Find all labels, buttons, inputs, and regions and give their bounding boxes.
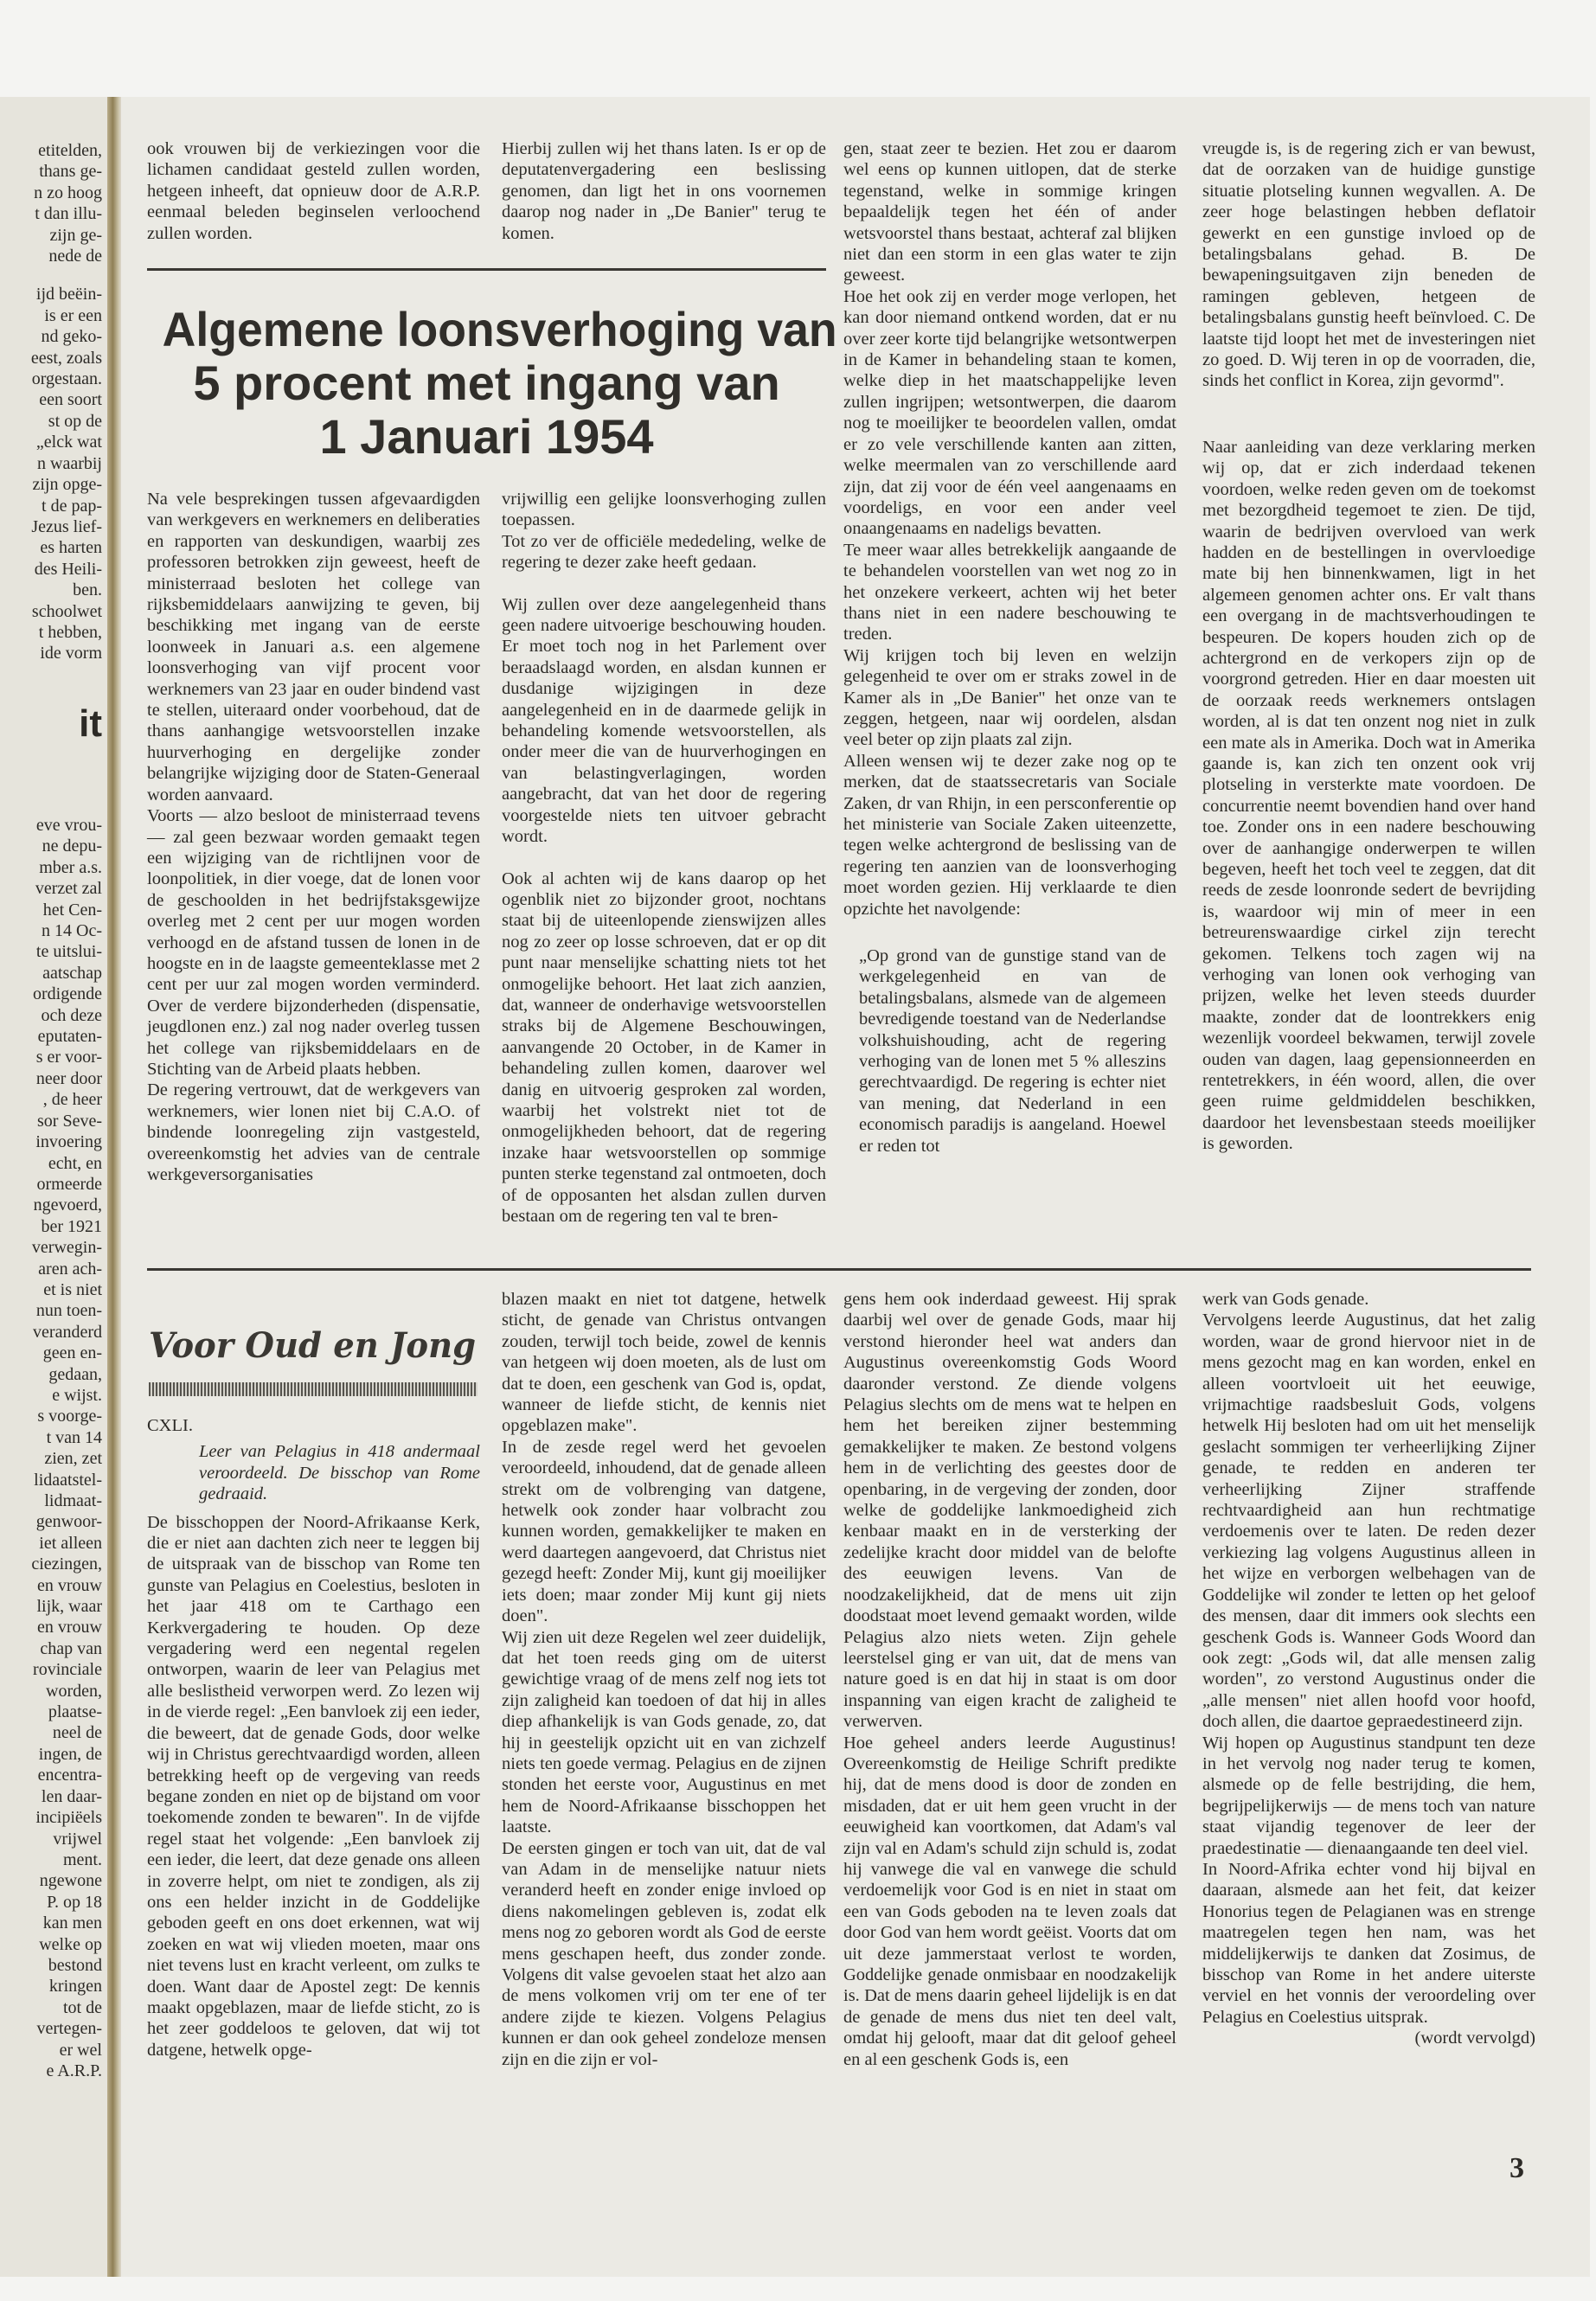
text-fragment: etitelden, <box>38 141 102 160</box>
paragraph: Tot zo ver de officiële mededeling, welke de regering te dezer zake heeft gedaan. <box>502 531 826 573</box>
paragraph: Hoe het ook zij en verder moge verlopen, het kan door niemand ontkend worden, dat er nu over zeer korte tijd belangrijke wetsontwerpen in de Kamer in behandeling staan te komen, welke diep in het maatschappelijke leven zullen ingrijpen; wetsontwerpen, die daarom nog te moeilijker te beoordelen vallen, omdat er zo vele verschillende kanten aan zitten, welke meermalen van zo verschillende aard zijn, dat zij voor de één veel aangenaams en voordeligs, en voor een ander veel onaangenaams en nadeligs bevatten. <box>843 286 1176 539</box>
adjacent-page-strip <box>0 97 107 2277</box>
paragraph: Hoe geheel anders leerde Augustinus! Overeenkomstig de Heilige Schrift predikte hij, dat de mens dood is door de zonden en misdaden, dat er uit hem geen vrucht in der eeuwigheid kan voortkomen, dat Adam's val zijn val en Adam's schuld zijn schuld is, zodat hij vanwege die val en vanwege die schuld verdoemelijk voor God is en niet in staat om een van Gods geboden na te leven zoals dat door God van hem wordt geëist. Voorts dat om uit deze jammerstaat verlost te worden, Goddelijke genade onmisbaar en noodzakelijk is. Dat de mens daarin geheel lijdelijk is en dat de genade de mens dus niet ten deel valt, omdat hij gelooft, maar dat dit geloof geheel en al een geschenk Gods is, een <box>843 1733 1176 2069</box>
top-column-1 <box>147 138 480 244</box>
text-fragment: neer door <box>35 1068 102 1088</box>
text-fragment: nd geko- <box>41 327 102 347</box>
text-fragment: mber a.s. <box>39 857 102 877</box>
text-fragment: nun toen- <box>35 1301 102 1321</box>
text-fragment: , de heer <box>42 1090 102 1110</box>
text-fragment: een soort <box>39 390 102 410</box>
text-fragment: s voorge- <box>37 1407 102 1426</box>
text-fragment: verwegin- <box>31 1238 102 1258</box>
text-fragment: is er een <box>44 305 102 325</box>
paragraph: In de zesde regel werd het gevoelen veroordeeld, inhoudend, dat de genade alleen strekt om de volbrenging van datgene, hetwelk ook zonder haar volbracht zou kunnen worden, gemakkelijker te maken en werd daartegen aangevoerd, dat Christus niet gezegd heeft: Zonder Mij, kunt gij moeilijker iets doen; maar zonder Mij kunt gij niets doen". <box>502 1437 826 1626</box>
article-headline <box>147 302 837 464</box>
text-fragment: ngewone <box>39 1871 102 1891</box>
paragraph: gen, staat zeer te bezien. Het zou er daarom wel eens op kunnen uitlopen, dat de sterke tegenstand, welke in sommige kringen bepaaldelijk tegen het één of ander wetsvoorstel thans bestaat, achteraf zal blijken niet dan een storm in een glas water te zijn geweest. <box>843 139 1176 285</box>
text-fragment: ide vorm <box>40 644 102 663</box>
text-fragment: worden, <box>46 1681 102 1701</box>
paragraph: Na vele besprekingen tussen afgevaardigden van werkgevers en werknemers en deliberaties en rapporten van deskundigen, waarbij zes professoren betrokken zijn geweest, heeft de ministerraad besloten het college van rijksbemiddelaars aanwijzing te geven, bij beschikking met ingang van de eerste loonweek in Januari a.s. een algemene loonsverhoging van vijf procent voor werknemers van 23 jaar en ouder bindend vast te stellen, uiteraard onder voorbehoud, dat de thans aanhangige wetsvoorstellen inzake huurverhoging en dergelijke zonder belangrijke wijziging door de Staten-Generaal worden aanvaard. <box>147 490 480 804</box>
rubric-column-4 <box>1202 1289 1535 2049</box>
text-fragment: en vrouw <box>37 1575 102 1595</box>
text-fragment: ciezingen, <box>31 1554 102 1574</box>
paragraph: Wij zullen over deze aangelegenheid thans geen nadere uitvoerige beschouwing houden. Er moet toch nog in het Parlement over beraadslaagd worden, en alsdan kunnen er dusdanige wijzigingen in deze aangelegenheid en in de daarmede gelijk in behandeling komende wetsvoorstellen, als onder meer die van de huurverhogingen en van belastingverlagingen, worden aangebracht, dat van het door de regering voorgestelde niets ten uitvoer gebracht wordt. <box>502 594 826 847</box>
text-fragment: aren ach- <box>38 1259 102 1279</box>
headline-line: 1 Januari 1954 <box>319 409 654 464</box>
text-fragment: st op de <box>48 411 102 431</box>
text-fragment: invoering <box>35 1132 102 1152</box>
section-divider-rule <box>147 1268 1531 1271</box>
text-fragment: zijn opge- <box>32 475 102 495</box>
text-fragment: t de pap- <box>42 496 102 516</box>
text-fragment: aatschap <box>42 963 102 983</box>
text-fragment: t hebben, <box>38 622 102 642</box>
text-fragment: eputaten- <box>37 1027 102 1047</box>
text-fragment: n zo hoog <box>34 183 102 202</box>
text-fragment: kan men <box>42 1913 102 1933</box>
text-fragment: et is niet <box>43 1279 102 1299</box>
paragraph: Alleen wensen wij te dezer zake nog op te merken, dat de staatssecretaris van Sociale Zaken, dr van Rhijn, in een persconferentie op het ministerie van Sociale Zaken uiteenzette, tegen welke achtergrond de beslissing van de regering ten aanzien van de loonsverhoging moet worden gezien. Hij verklaarde te dien opzichte het navolgende: <box>843 751 1176 919</box>
text-fragment: echt, en <box>48 1153 102 1173</box>
paragraph: vrijwillig een gelijke loonsverhoging zullen toepassen. <box>502 490 826 530</box>
text-fragment: bestond <box>48 1955 102 1975</box>
text-fragment: P. op 18 <box>47 1892 102 1912</box>
text-fragment: es harten <box>40 538 102 558</box>
adjacent-page-text-top <box>0 140 102 664</box>
text-fragment: en vrouw <box>37 1618 102 1638</box>
headline-line: 5 procent met ingang van <box>193 356 780 410</box>
divider-rule <box>147 268 826 271</box>
rubric-column-3 <box>843 1289 1176 2070</box>
adjacent-page-text-bottom <box>0 815 102 2081</box>
text-fragment: er wel <box>59 2040 102 2060</box>
rubric-ornament <box>149 1382 478 1396</box>
text-fragment: ordigende <box>33 984 102 1004</box>
text-fragment: rovinciale <box>33 1660 102 1680</box>
text-fragment: eest, zoals <box>30 348 102 368</box>
text-fragment: „elck wat <box>35 433 102 452</box>
text-fragment: genwoor- <box>35 1512 102 1532</box>
text-fragment: nede de <box>48 247 102 266</box>
rubric-subtitle: Leer van Pelagius in 418 andermaal veroordeeld. De bisschop van Rome gedraaid. <box>199 1442 480 1504</box>
paragraph: Vervolgens leerde Augustinus, dat het zalig worden, waar de grond hiervoor niet in de mens gezocht mag en kan worden, enkel en alleen voortvloeit uit het eeuwige, vrijmachtige raadsbesluit Gods, volgens hetwelk Hij besloten had om uit het menselijk geslacht sommigen ter verheerlijking Zijner genade, te redden en anderen ter verheerlijking Zijner straffende rechtvaardigheid aan hun rechtmatige verdoemenis over te laten. De reden dezer verkiezing lag volgens Augustinus alleen in het wijze en verborgen welbehagen van de Goddelijke wil zonder te letten op het geloof des mensen, daar dit immers ook slechts een geschenk Gods is. Wanneer Gods Woord dan ook zegt: „Gods wil, dat alle mensen zalig worden", zo verstond Augustinus onder die „alle mensen" niet allen hoofd voor hoofd, doch allen, die daartoe gepraedestineerd zijn. <box>1202 1311 1535 1732</box>
rubric-column-2 <box>502 1289 826 2070</box>
paragraph: gens hem ook inderdaad geweest. Hij sprak daarbij wel over de genade Gods, maar hij verstond hieronder heel wat anders dan Augustinus overeenkomstig Gods Woord daaronder verstond. Ze diende volgens Pelagius slechts om de mens wat te helpen en hem het bereiken zijner bestemming gemakkelijker te maken. Ze bestond volgens hem in de verlichting des geestes door de openbaring, in de vergeving der zonden, door welke de goddelijke lankmoedigheid zich kenbaar maakt en in de versterking der zedelijke kracht door middel van de belofte des eeuwigen levens. Van de noodzakelijkheid, dat de mens uit zijn doodstaat moet levend gemaakt worden, wilde Pelagius alzo niets weten. Zijn gehele leerstelsel ging er van uit, dat de mens van nature goed is en dat hij in staat is om door inspanning van eigen kracht de zaligheid te verwerven. <box>843 1290 1176 1732</box>
text-fragment: lidmaat- <box>44 1491 102 1510</box>
text-fragment: plaatse- <box>48 1702 102 1722</box>
text-fragment: s er voor- <box>35 1048 102 1067</box>
paragraph: Wij krijgen toch bij leven en welzijn gelegenheid te over om er straks zowel in de Kamer als in „De Banier" het onze van te zeggen, hetgeen, naar wij oordelen, alsdan veel beter op zijn plaats zal zijn. <box>843 645 1176 750</box>
top-column-2 <box>502 138 826 244</box>
text-fragment: eve vrou- <box>35 816 102 835</box>
paragraph: Voorts — alzo besloot de ministerraad tevens — zal geen bezwaar worden gemaakt tegen een wijziging van de richtlijnen voor de loonpolitiek, in dier voege, dat de lonen voor de geschoolden in het bedrijfstaksgewijze overleg met 2 cent per uur mogen worden verhoogd en de afstand tussen de lonen in de hoogste en in de laagste gemeenteklasse met 2 cent per uur zal mogen worden verminderd. Over de verdere bijzonderheden (dispensatie, jeugdlonen enz.) zal nog nader overleg tussen het college van rijksbemiddelaars en de Stichting van de Arbeid plaats hebben. <box>147 806 480 1079</box>
rubric-number: CXLI. <box>147 1416 193 1435</box>
text-fragment: ingen, de <box>38 1744 102 1764</box>
rubric-column-1 <box>147 1415 480 2061</box>
paragraph: Wij hopen op Augustinus standpunt ten deze in het vervolg nog nader terug te komen, alsmede op de felle bestrijding, die hem, begrijpelijkerwijs — de mens toch van nature staat vijandig tegenover de leer der praedestinatie — dienaangaande ten deel viel. <box>1202 1733 1535 1858</box>
text-fragment: gedaan, <box>48 1364 102 1384</box>
article-column-1 <box>147 489 480 1185</box>
paragraph: Hierbij zullen wij het thans laten. Is er op de deputatenvergadering een beslissing genomen, dan ligt het in ons voornemen daarop nog nader in „De Banier" terug te komen. <box>502 139 826 243</box>
paragraph: Wij zien uit deze Regelen wel zeer duidelijk, dat het toen reeds ging om de uiterst gewichtige vraag of de mens zelf nog iets tot zijn zaligheid kan toedoen of dat hij in alles diep afhankelijk is van Gods genade, zo, dat hij in geestelijk opzicht uit en van zichzelf niets ten goede vermag. Pelagius en de zijnen stonden het eerste voor, Augustinus en met hem de Noord-Afrikaanse bisschoppen het laatste. <box>502 1627 826 1837</box>
paragraph: De eersten gingen er toch van uit, dat de val van Adam in de menselijke natuur niets veranderd heeft en zonder enige invloed op diens nakomelingen gebleven is, zodat elk mens nog zo geboren wordt als God de eerste mens geschapen heeft, dus zonder zonde. Volgens dit valse gevoelen staat het alzo aan de mens volkomen vrij om ter ene of ter andere zijde te kiezen. Volgens Pelagius kunnen er dan ook geheel zondeloze mensen zijn en die zijn er vol- <box>502 1838 826 2069</box>
paragraph: Naar aanleiding van deze verklaring merken wij op, dat er zich inderdaad tekenen voordoen, welke reden geven om de toekomst met bezorgdheid tegemoet te zien. De tijd, waarin de bedrijven overvloed van werk hadden en de bestellingen in overvloedige mate bij hen binnenkwamen, ligt in het algemeen genomen achter ons. Er valt thans een overgang in de machtsverhoudingen te bespeuren. De kopers houden zich op de achtergrond en de verkopers zijn op de voorgrond getreden. Hier en daar moesten uit de oorzaak reeds werknemers ontslagen worden, al is dat ten onzent nog niet in zulk een mate als in Amerika. Doch wat in Amerika gaande is, kan zich ten onzent ook vrij plotseling in versterkte mate voordoen. De concurrentie neemt bovendien hand over hand toe. Zonder ons in een nadere beschouwing over de aanhangige onderwerpen te willen begeven, heeft het toch veel te zeggen, dat dit reeds de zesde loonronde sedert de bevrijding is, waardoor wij min of meer in een betreurenswaardige cirkel zijn terecht gekomen. Telkens toch zagen wij na verhoging van lonen ook verhoging van prijzen, welke het leven steeds duurder maakte, zonder dat de loontrekkers enig wezenlijk voordeel bekwamen, terwijl zovele ouden van dagen, laag gepensionneerden en rentetrekkers, in één woord, allen, die over geen ruime geldmiddelen beschikken, daardoor het levensbestaan steeds moeilijker is geworden. <box>1202 437 1535 1154</box>
paragraph: De bisschoppen der Noord-Afrikaanse Kerk, die er niet aan dachten zich neer te leggen bij de uitspraak van de bisschop van Rome ten gunste van Pelagius en Coelestius, besloten in het jaar 418 om te Carthago een Kerkvergadering te houden. Op deze vergadering werd een negental regelen ontworpen, waarin de leer van Pelagius met alle beslistheid verworpen werd. Zo lezen wij in de vierde regel: „Een banvloek zij een ieder, die beweert, dat de genade Gods, door welke wij in Christus gerechtvaardigd worden, alleen betrekking heeft op de vergeving van reeds begane zonden en niet op de bijstand om voor toekomende zonden te bewaren". In de vijfde regel staat het volgende: „Een banvloek zij een ieder, die leert, dat deze genade ons alleen in zoverre helpt, om niet te zondigen, als zij ons een helder inzicht in de Goddelijke geboden geeft en ons doet erkennen, wat wij zoeken en wat wij vlieden moeten, maar ons niet tevens lust en kracht verleent, om zulks te doen. Want daar de Apostel zegt: De kennis maakt opgeblazen, maar de liefde sticht, zo is het zeer goddeloos te geloven, dat wij tot datgene, hetwelk opge- <box>147 1512 480 2060</box>
text-fragment: orgestaan. <box>31 369 102 389</box>
paragraph: De regering vertrouwt, dat de werkgevers van werknemers, wier lonen niet bij C.A.O. of bindende loonregeling zijn vastgesteld, overeenkomstig het advies van de centrale werkgeversorganisaties <box>147 1080 480 1184</box>
rubric-column-4-text <box>1202 1289 1535 2028</box>
paragraph: werk van Gods genade. <box>1202 1290 1369 1309</box>
text-fragment: chap van <box>40 1638 102 1658</box>
text-fragment: veranderd <box>33 1322 102 1342</box>
paragraph: Te meer waar alles betrekkelijk aangaande de te behandelen voorstellen van wet nog zo in het onzekere verkeert, achten wij het beter thans niet in een nadere beschouwing te treden. <box>843 540 1176 644</box>
text-fragment: t dan illu- <box>35 204 102 224</box>
text-fragment: e A.R.P. <box>46 2061 102 2080</box>
text-fragment: Jezus lief- <box>31 516 102 536</box>
text-fragment: incipiëels <box>35 1808 102 1828</box>
text-fragment: ngevoerd, <box>33 1195 102 1215</box>
text-fragment: verzet zal <box>35 879 102 899</box>
text-fragment: iet alleen <box>39 1533 102 1553</box>
continued-note: (wordt vervolgd) <box>1414 2029 1535 2048</box>
article-column-3 <box>843 138 1176 1157</box>
text-fragment: schoolwet <box>31 601 102 621</box>
text-fragment: och deze <box>41 1005 102 1025</box>
text-fragment: vrijwel <box>53 1829 102 1849</box>
text-fragment: ne depu- <box>42 836 102 856</box>
text-fragment: kringen <box>48 1977 102 1997</box>
text-fragment: thans ge- <box>39 162 102 182</box>
text-fragment: ment. <box>63 1849 102 1869</box>
text-fragment: n 14 Oc- <box>42 921 102 941</box>
paragraph: In Noord-Afrika echter vond hij bijval en daaraan, alsmede aan het feit, dat keizer Honorius tegen de Pelagianen was en strenge maatregelen tegen hen nam, was het middelijkerwijs te danken dat Zosimus, de bisschop van Rome in het andere uiterste verviel en het vonnis der veroordeling over Pelagius en Coelestius uitsprak. <box>1202 1859 1535 2027</box>
paragraph: Ook al achten wij de kans daarop op het ogenblik niet zo bijzonder groot, nochtans staat bij de uiteenlopende zienswijzen alles nog zo zeer op losse schroeven, dat er op dit punt naar menselijke schatting niets tot het onmogelijke behoort. Het laat zich aanzien, dat, wanneer de onderhavige wetsvoorstellen straks bij de Algemene Beschouwingen, aanvangende 20 October, in de Kamer in behandeling zullen komen, daarover wel danig en uitvoerig gesproken zal worden, waarbij het volstrekt niet tot de onmogelijkheden behoort, dat de regering inzake haar wetsvoorstellen op sommige punten sterke tegenstand zal ontmoeten, doch of de opposanten het alsdan zullen durven bestaan om de regering ten val te bren- <box>502 868 826 1226</box>
text-fragment: ber 1921 <box>41 1216 102 1236</box>
headline-line: Algemene loonsverhoging van <box>162 302 837 356</box>
text-fragment: tot de <box>63 1997 102 2017</box>
text-fragment: sor Seve- <box>37 1111 102 1131</box>
minister-quote: „Op grond van de gunstige stand van de werkgelegenheid en van de betalingsbalans, alsmede van de algemeen bevredigende toestand van de Nederlandse volkshuishouding, acht de regering verhoging van de lonen met 5 % alleszins gerechtvaardigd. De regering is echter niet van mening, dat Nederland in een economisch paradijs is aangeland. Hoewel er reden tot <box>859 946 1166 1156</box>
text-fragment: ormeerde <box>36 1174 102 1194</box>
text-fragment: zien, zet <box>44 1449 102 1469</box>
paragraph: ook vrouwen bij de verkiezingen voor die lichamen candidaat gesteld zullen worden, hetgeen inheeft, dat opnieuw door de A.R.P. eenmaal beleden beginselen verloochend zullen worden. <box>147 139 480 243</box>
article-column-2 <box>502 489 826 1227</box>
text-fragment: geen en- <box>42 1343 102 1363</box>
text-fragment: encentra- <box>37 1766 102 1785</box>
text-fragment: welke op <box>39 1934 102 1954</box>
paragraph: vreugde is, is de regering zich er van bewust, dat de oorzaken van de huidige gunstige situatie plotseling kunnen wegvallen. A. De zeer hoge belastingen hebben deflatoir gewerkt en een gunstige invloed op de betalingsbalans gehad. B. De bewapeningsuitgaven zijn beneden de ramingen gebleven, hetgeen de betalingsbalans gunstig heeft beïnvloed. C. De laatste tijd loopt het met de investeringen niet zo goed. D. Wij teren in op de voorraden, die, sinds het conflict in Korea, zijn gevormd". <box>1202 139 1535 391</box>
text-fragment: lidaatstel- <box>34 1470 102 1490</box>
text-fragment: het Cen- <box>42 900 102 920</box>
text-fragment: des Heili- <box>34 559 102 579</box>
text-fragment: n waarbij <box>37 453 102 473</box>
page-fold <box>107 97 121 2277</box>
adjacent-page-heading-fragment: it <box>79 702 102 745</box>
text-fragment: e wijst. <box>52 1385 102 1405</box>
page-number: 3 <box>1509 2152 1524 2184</box>
text-fragment: len daar- <box>41 1786 102 1806</box>
text-fragment: lijk, waar <box>36 1597 102 1617</box>
text-fragment: t van 14 <box>46 1427 102 1447</box>
text-fragment: ben. <box>73 580 102 600</box>
text-fragment: vertegen- <box>36 2019 102 2039</box>
text-fragment: te uitslui- <box>35 942 102 962</box>
text-fragment: zijn ge- <box>49 225 102 245</box>
text-fragment <box>0 266 102 284</box>
rubric-title: Voor Oud en Jong <box>149 1325 476 1366</box>
article-column-4 <box>1202 138 1535 1155</box>
text-fragment: neel de <box>52 1723 102 1743</box>
article-column-3-text <box>843 138 1176 920</box>
paragraph: blazen maakt en niet tot datgene, hetwelk sticht, de genade van Christus ontvangen zouden, terwijl toch beide, zowel de kennis van hetgeen wij doen moeten, als de lust om dat te doen, een geschenk van God is, opdat, wanneer de liefde sticht, de kennis niet opgeblazen make". <box>502 1290 826 1436</box>
text-fragment: ijd beëin- <box>35 285 102 304</box>
rubric-column-1-text <box>147 1512 480 2061</box>
